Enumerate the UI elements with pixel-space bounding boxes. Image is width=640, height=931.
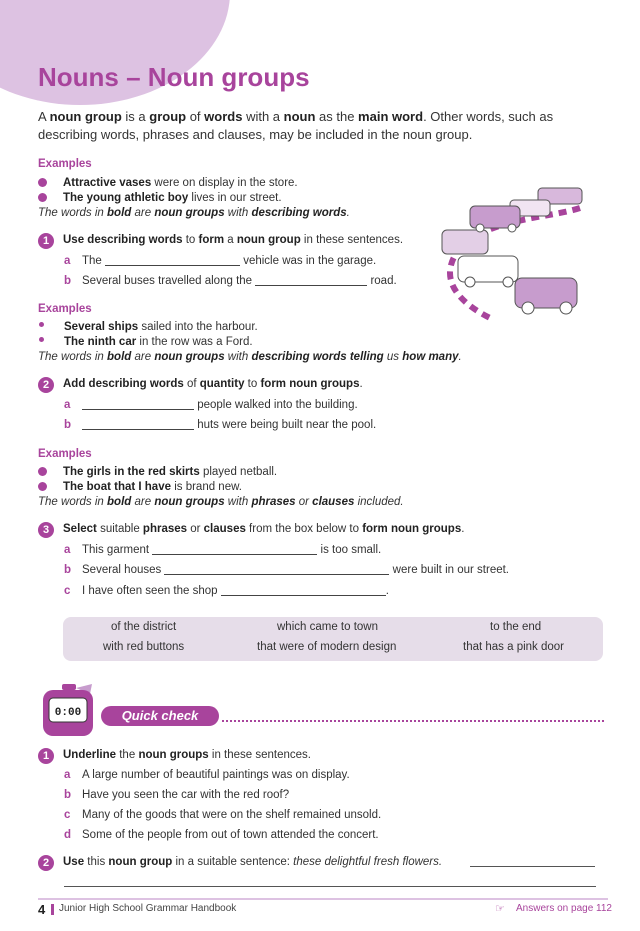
example-note: The words in bold are noun groups with describing words.	[38, 207, 350, 219]
quick-check-label: Quick check	[101, 706, 219, 726]
question-number: 1	[38, 233, 54, 249]
quick-check-item: a A large number of beautiful paintings was on display.	[64, 769, 350, 781]
question-1b: b Several buses travelled along the road.	[64, 275, 397, 287]
answer-blank[interactable]	[164, 563, 389, 575]
question-3c: c I have often seen the shop .	[64, 585, 389, 597]
answer-blank[interactable]	[105, 254, 240, 266]
question-1a: a The vehicle was in the garage.	[64, 255, 377, 267]
book-title: Junior High School Grammar Handbook	[59, 903, 237, 914]
example-item: Several ships sailed into the harbour.	[38, 321, 258, 333]
page-title: Nouns – Noun groups	[38, 62, 310, 92]
question-2: 2 Add describing words of quantity to form noun groups.	[38, 377, 363, 393]
phrase-option: with red buttons	[103, 641, 185, 653]
answer-blank[interactable]	[82, 418, 194, 430]
question-3b: b Several houses were built in our street.	[64, 564, 509, 576]
answer-line[interactable]	[470, 866, 595, 867]
phrase-option: that were of modern design	[257, 641, 397, 653]
question-3: 3 Select suitable phrases or clauses from the box below to form noun groups.	[38, 522, 464, 538]
answer-blank[interactable]	[82, 398, 194, 410]
bullet-icon	[38, 482, 47, 491]
examples-heading: Examples	[38, 158, 92, 170]
example-item: The young athletic boy lives in our street.	[38, 192, 282, 204]
footer-divider	[51, 904, 54, 915]
question-3a: a This garment is too small.	[64, 544, 382, 556]
question-1: 1 Use describing words to form a noun group in these sentences.	[38, 233, 403, 249]
bullet-icon	[39, 337, 44, 342]
cars-traffic-illustration	[430, 178, 610, 328]
quick-check-question-1: 1 Underline the noun groups in these sentences.	[38, 748, 311, 764]
phrase-option: to the end	[490, 621, 542, 633]
quick-check-item: c Many of the goods that were on the shelf remained unsold.	[64, 809, 382, 821]
quick-check-item: b Have you seen the car with the red roof?	[64, 789, 290, 801]
answer-line[interactable]	[64, 886, 596, 887]
intro-paragraph: A noun group is a group of words with a noun as the main word. Other words, such as describing words, phrases and clauses, may be included in the noun group.	[38, 109, 554, 142]
bullet-icon	[38, 467, 47, 476]
question-number: 2	[38, 855, 54, 871]
quick-check-question-2: 2 Use this noun group in a suitable sentence: these delightful fresh flowers.	[38, 855, 442, 871]
example-item: The boat that I have is brand new.	[38, 481, 242, 493]
bullet-icon	[38, 193, 47, 202]
bullet-icon	[39, 322, 44, 327]
answer-blank[interactable]	[152, 543, 317, 555]
question-number: 2	[38, 377, 54, 393]
quick-check-item: d Some of the people from out of town attended the concert.	[64, 829, 379, 841]
question-number: 3	[38, 522, 54, 538]
example-note: The words in bold are noun groups with phrases or clauses included.	[38, 496, 404, 508]
example-item: The ninth car in the row was a Ford.	[38, 336, 253, 348]
footer-rule	[38, 898, 608, 900]
question-2b: b huts were being built near the pool.	[64, 419, 377, 431]
question-2a: a people walked into the building.	[64, 399, 358, 411]
pointing-hand-icon: ☞	[495, 903, 505, 915]
example-note: The words in bold are noun groups with describing words telling us how many.	[38, 351, 462, 363]
examples-heading: Examples	[38, 303, 92, 315]
answers-reference: Answers on page 112	[516, 903, 612, 914]
question-number: 1	[38, 748, 54, 764]
timer-readout: 0:00	[54, 707, 82, 719]
phrase-option: that has a pink door	[463, 641, 565, 653]
example-item: The girls in the red skirts played netball.	[38, 466, 277, 478]
answer-blank[interactable]	[255, 274, 367, 286]
page-number: 4	[38, 902, 46, 917]
phrase-option: which came to town	[277, 621, 378, 633]
bullet-icon	[38, 178, 47, 187]
dotted-divider	[222, 720, 604, 722]
phrase-option: of the district	[111, 621, 177, 633]
stopwatch-icon	[40, 682, 98, 738]
example-item: Attractive vases were on display in the store.	[38, 177, 298, 189]
examples-heading: Examples	[38, 448, 92, 460]
answer-blank[interactable]	[221, 584, 386, 596]
